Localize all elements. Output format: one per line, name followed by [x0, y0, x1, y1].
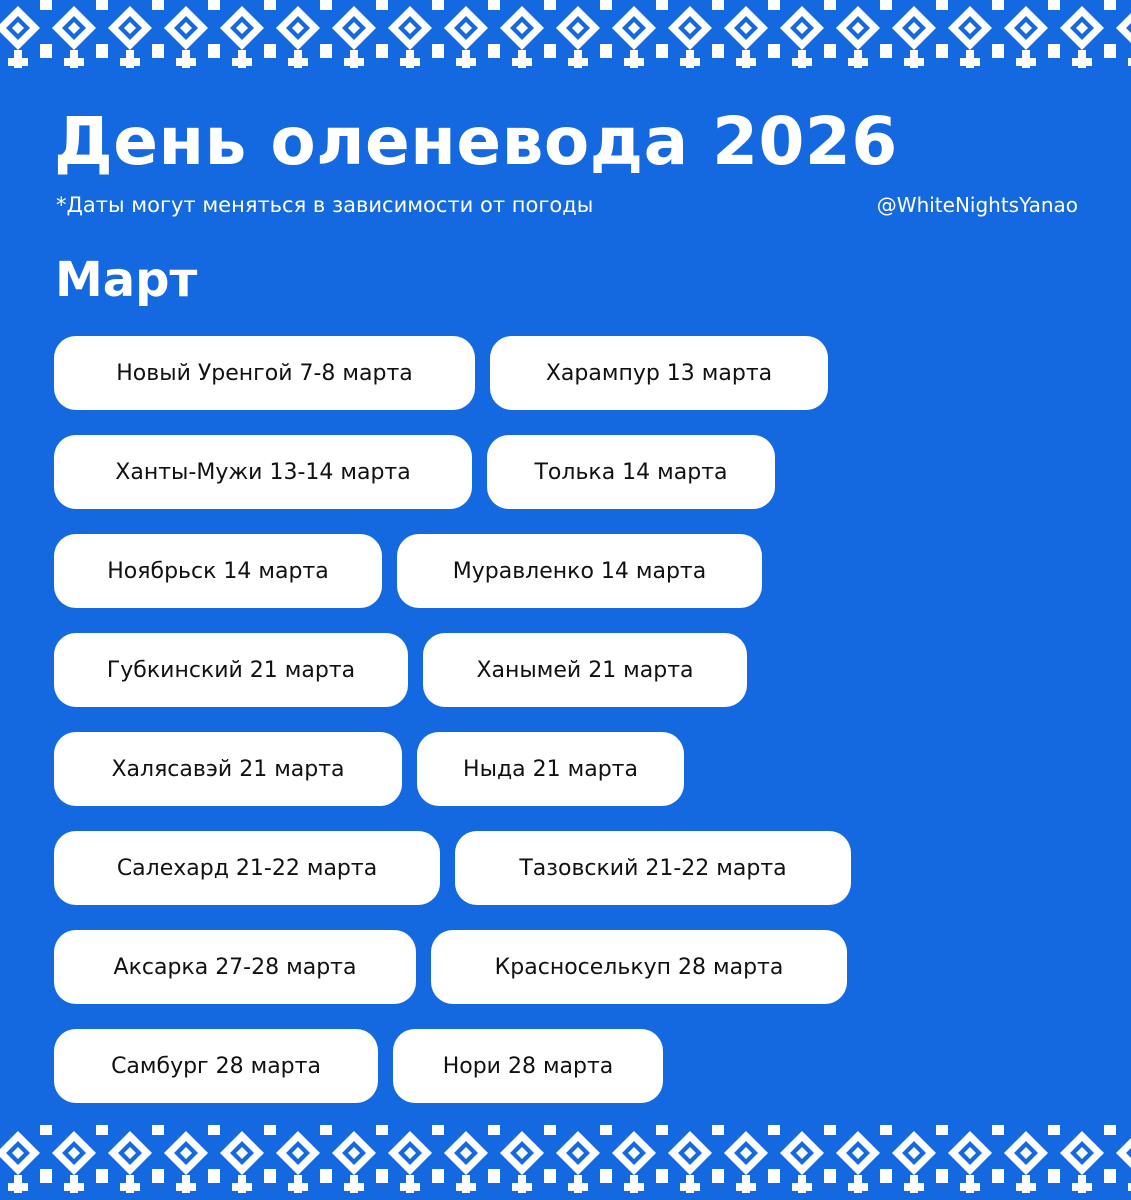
event-pill: Ныда 21 марта: [417, 732, 684, 806]
event-row: [54, 336, 1054, 410]
weather-disclaimer: *Даты могут меняться в зависимости от погоды: [56, 193, 594, 217]
event-pill: Новый Уренгой 7-8 марта: [54, 336, 475, 410]
event-row: [54, 435, 1054, 509]
event-pill: Ханымей 21 марта: [423, 633, 747, 707]
month-heading: Март: [55, 252, 198, 308]
event-list: [54, 336, 1054, 1128]
event-pill: Красноселькуп 28 марта: [431, 930, 847, 1004]
event-pill: Муравленко 14 марта: [397, 534, 762, 608]
event-pill: Ханты-Мужи 13-14 марта: [54, 435, 472, 509]
event-pill: Харампур 13 марта: [490, 336, 828, 410]
event-pill: Самбург 28 марта: [54, 1029, 378, 1103]
event-row: [54, 1029, 1054, 1103]
ornament-bottom-border: [0, 1125, 1131, 1200]
page-title: День оленевода 2026: [54, 103, 898, 180]
event-pill: Тазовский 21-22 марта: [455, 831, 851, 905]
event-pill: Салехард 21-22 марта: [54, 831, 440, 905]
event-pill: Халясавэй 21 марта: [54, 732, 402, 806]
subtitle-row: [56, 192, 1078, 218]
event-row: [54, 831, 1054, 905]
event-pill: Губкинский 21 марта: [54, 633, 408, 707]
event-pill: Ноябрьск 14 марта: [54, 534, 382, 608]
event-row: [54, 732, 1054, 806]
event-pill: Толька 14 марта: [487, 435, 775, 509]
event-row: [54, 930, 1054, 1004]
event-row: [54, 534, 1054, 608]
event-pill: Аксарка 27-28 марта: [54, 930, 416, 1004]
ornament-top-border: [0, 0, 1131, 75]
event-pill: Нори 28 марта: [393, 1029, 663, 1103]
event-row: [54, 633, 1054, 707]
social-handle: @WhiteNightsYanao: [876, 193, 1078, 217]
